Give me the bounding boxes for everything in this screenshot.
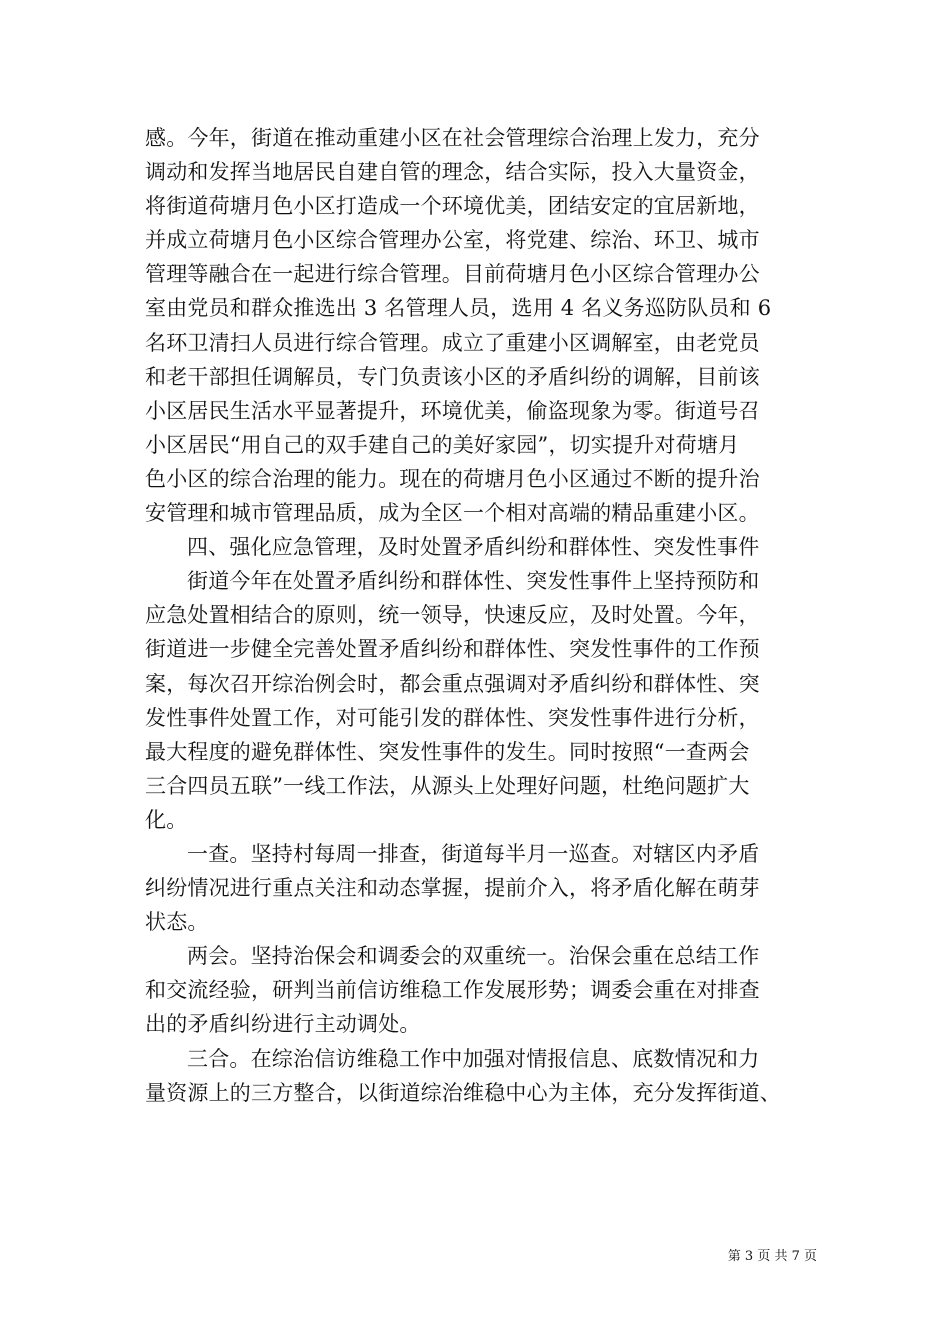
paragraph-start: 两会。坚持治保会和调委会的双重统一。治保会重在总结工作 [187, 944, 760, 969]
text-line: 并成立荷塘月色小区综合管理办公室，将党建、综治、环卫、城市 [145, 228, 760, 253]
text-line: 状态。 [145, 910, 209, 935]
text-line: 纠纷情况进行重点关注和动态掌握，提前介入，将矛盾化解在萌芽 [145, 876, 760, 901]
section-heading: 四、强化应急管理，及时处置矛盾纠纷和群体性、突发性事件 [187, 535, 760, 560]
text-line: 安管理和城市管理品质，成为全区一个相对高端的精品重建小区。 [145, 501, 760, 526]
paragraph-start: 街道今年在处置矛盾纠纷和群体性、突发性事件上坚持预防和 [187, 569, 760, 594]
text-line: 管理等融合在一起进行综合管理。目前荷塘月色小区综合管理办公 [145, 262, 760, 287]
text-line: 三合四员五联”一线工作法，从源头上处理好问题，杜绝问题扩大 [145, 773, 750, 798]
body-text [145, 121, 817, 1110]
page-number: 第 3 页 共 7 页 [727, 1249, 817, 1264]
text-line: 和交流经验，研判当前信访维稳工作发展形势；调委会重在对排查 [145, 978, 760, 1003]
text-line: 最大程度的避免群体性、突发性事件的发生。同时按照“一查两会 [145, 739, 750, 764]
text-line: 街道进一步健全完善处置矛盾纠纷和群体性、突发性事件的工作预 [145, 637, 760, 662]
text-line: 将街道荷塘月色小区打造成一个环境优美，团结安定的宜居新地， [145, 194, 760, 219]
text-line: 应急处置相结合的原则，统一领导，快速反应，及时处置。今年， [145, 603, 760, 628]
text-line: 和老干部担任调解员，专门负责该小区的矛盾纠纷的调解，目前该 [145, 364, 760, 389]
text-line: 发性事件处置工作，对可能引发的群体性、突发性事件进行分析， [145, 705, 760, 730]
text-line: 小区居民生活水平显著提升，环境优美，偷盗现象为零。街道号召 [145, 398, 760, 423]
text-line: 出的矛盾纠纷进行主动调处。 [145, 1012, 421, 1037]
text-line: 案，每次召开综治例会时，都会重点强调对矛盾纠纷和群体性、突 [145, 671, 760, 696]
paragraph-start: 一查。坚持村每周一排查，街道每半月一巡查。对辖区内矛盾 [187, 841, 760, 866]
text-line: 小区居民“用自己的双手建自己的美好家园”，切实提升对荷塘月 [145, 432, 740, 457]
text-line: 量资源上的三方整合，以街道综治维稳中心为主体，充分发挥街道、 [145, 1080, 781, 1105]
text-line: 感。今年，街道在推动重建小区在社会管理综合治理上发力，充分 [145, 126, 760, 150]
text-line: 化。 [145, 807, 188, 832]
text-line: 调动和发挥当地居民自建自管的理念，结合实际，投入大量资金， [145, 160, 760, 185]
text-line: 室由党员和群众推选出 3 名管理人员，选用 4 名义务巡防队员和 6 [145, 296, 772, 321]
text-line: 色小区的综合治理的能力。现在的荷塘月色小区通过不断的提升治 [145, 466, 760, 491]
text-line: 名环卫清扫人员进行综合管理。成立了重建小区调解室，由老党员 [145, 330, 760, 355]
paragraph-start: 三合。在综治信访维稳工作中加强对情报信息、底数情况和力 [187, 1046, 760, 1071]
